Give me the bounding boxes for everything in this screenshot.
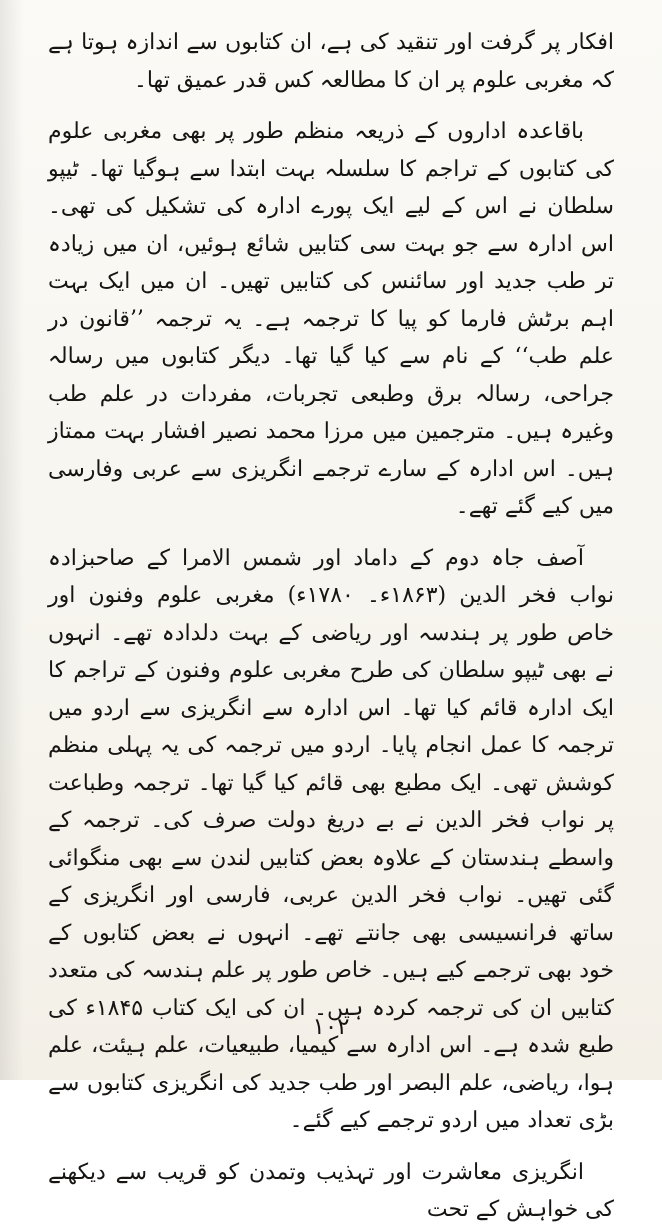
page-gutter-shadow (0, 0, 24, 1080)
paragraph-4: انگریزی معاشرت اور تہذیب وتمدن کو قریب سے دیکھنے کی خواہش کے تحت (48, 1159, 614, 1222)
paragraph-3: آصف جاہ دوم کے داماد اور شمس الامرا کے صاحبزادہ نواب فخر الدین (۱۸۶۳ء۔ ۱۷۸۰ء) مغربی علوم وفنون اور خاص طور پر ہندسہ اور ریاضی کے بہت دلدادہ تھے۔ انہوں نے بھی ٹیپو سلطان کی طرح مغربی علوم وفنون کے تراجم کا ایک ادارہ قائم کیا تھا۔ اس ادارہ سے انگریزی سے اردو میں ترجمہ کا عمل انجام پایا۔ اردو میں ترجمہ کی یہ پہلی منظم کوشش تھی۔ ایک مطبع بھی قائم کیا گیا تھا۔ ترجمہ وطباعت پر نواب فخر الدین نے بے دریغ دولت صرف کی۔ ترجمہ کے واسطے ہندستان کے علاوہ بعض کتابیں لندن سے بھی منگوائی گئی تھیں۔ نواب فخر الدین عربی، فارسی اور انگریزی کے ساتھ فرانسیسی بھی جانتے تھے۔ انہوں نے بعض کتابوں کے خود بھی ترجمے کیے ہیں۔ خاص طور پر علم ہندسہ کی متعدد کتابیں ان کی ترجمہ کردہ ہیں۔ ان کی ایک کتاب ۱۸۴۵ء کی طبع شدہ ہے۔ اس ادارہ سے کیمیا، طبیعیات، علم ہیئت، علم ہوا، ریاضی، علم البصر اور طب جدید کی انگریزی کتابوں سے بڑی تعداد میں اردو ترجمے کیے گئے۔ (48, 545, 614, 1133)
paragraph-spacer (48, 1140, 614, 1154)
page-body-text (48, 24, 614, 1229)
paragraph-1: افکار پر گرفت اور تنقید کی ہے، ان کتابوں سے اندازہ ہوتا ہے کہ مغربی علوم پر ان کا مطالعہ کس قدر عمیق تھا۔ (48, 30, 614, 93)
paragraph-spacer (48, 526, 614, 540)
page-number: ۱۰۲ (312, 1014, 350, 1040)
paragraph-spacer (48, 99, 614, 113)
paragraph-2: باقاعدہ اداروں کے ذریعہ منظم طور پر بھی مغربی علوم کی کتابوں کے تراجم کا سلسلہ بہت ابتدا سے ہوگیا تھا۔ ٹیپو سلطان نے اس کے لیے ایک پورے ادارہ کی تشکیل کی تھی۔ اس ادارہ سے جو بہت سی کتابیں شائع ہوئیں، ان میں زیادہ تر طب جدید اور سائنس کی کتابیں تھیں۔ ان میں ایک بہت اہم برٹش فارما کو پیا کا ترجمہ ہے۔ یہ ترجمہ ’’قانون در علم طب‘‘ کے نام سے کیا گیا تھا۔ دیگر کتابوں میں رسالہ جراحی، رسالہ برق وطبعی تجربات، مفردات در علم طب وغیرہ ہیں۔ مترجمین میں مرزا محمد نصیر افشار بہت ممتاز ہیں۔ اس ادارہ کے سارے ترجمے انگریزی سے عربی وفارسی میں کیے گئے تھے۔ (48, 119, 614, 519)
